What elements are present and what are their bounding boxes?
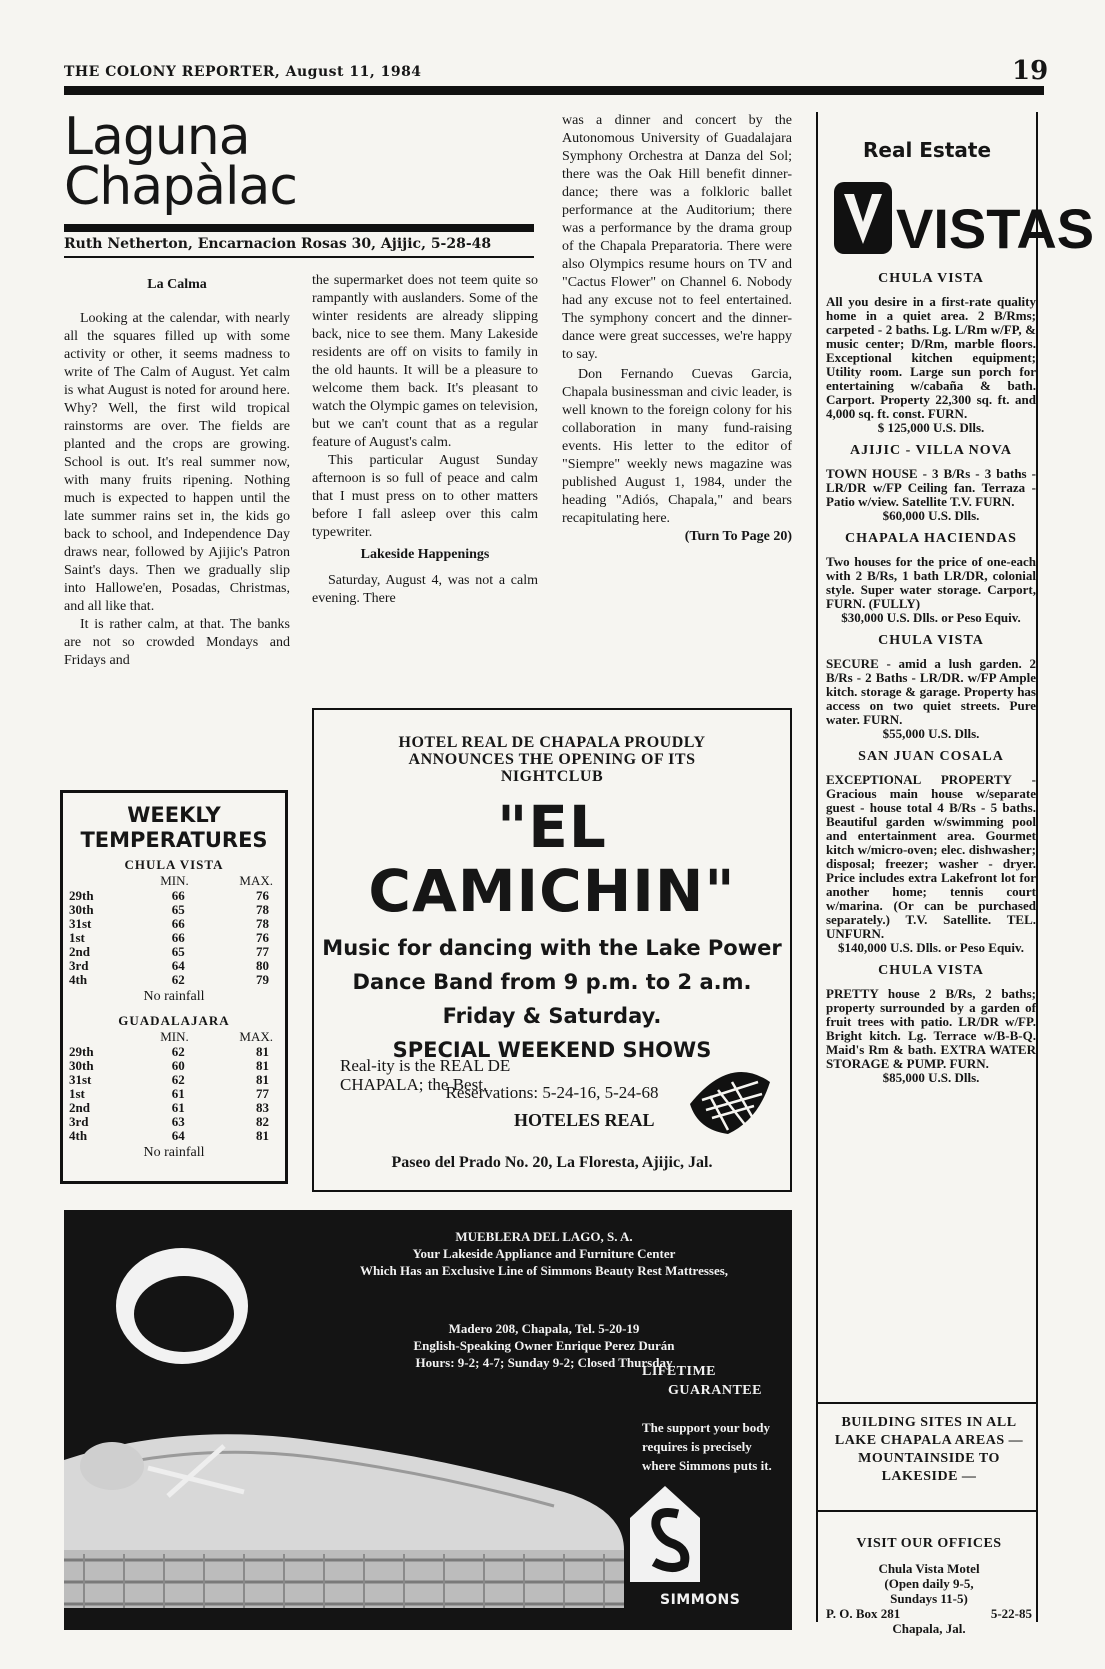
ad-owner: English-Speaking Owner Enrique Perez Durán — [413, 1338, 675, 1353]
listing-price: $55,000 U.S. Dlls. — [882, 726, 980, 741]
article-paragraph: Don Fernando Cuevas Garcia, Chapala businessman and civic leader, is well known to the foreign colony for his collaboration in many fund-raising events. His letter to the editor of "Siempre" weekly news magazine was published August 1, 1984, under the heading "Adiós, Chapala," and bears recapitulating here. — [562, 367, 792, 526]
table-row: 30th 60 81 — [69, 1058, 269, 1073]
temps-table-guadalajara — [69, 1029, 279, 1143]
ad-slogan-line1: Real-ity is the REAL DE — [340, 1056, 511, 1075]
temps-table-chula — [69, 873, 279, 987]
office-line: Sundays 11-5) — [890, 1591, 968, 1606]
listing-location: CHULA VISTA — [878, 271, 984, 286]
office-info — [822, 1530, 1036, 1636]
ad-reservations: Reservations: 5-24-16, 5-24-68 — [445, 1083, 659, 1102]
table-row: 4th 62 79 — [69, 972, 269, 987]
min-header: MIN. — [160, 1029, 189, 1044]
table-row: 3rd 63 82 — [69, 1114, 269, 1129]
property-listings — [826, 272, 1036, 1085]
article-paragraph: Looking at the calendar, with nearly all the squares filled up with some activity or other, it seems madness to write of The Calm of August. Yet calm is what August is noted for around here. Why? Well, the first wild tropical rainstorms are over. The fields are planted and the crops are growing. School is out. It's real summer now, with many fruits ripening. Nothing much is expected to happen until the late summer rains set in, the kids go back to school, and Independence Day draws near, followed by Ajijic's Patron Saint's days. Then we gradually slip into Hallowe'en, Posadas, Christmas, and all like that. — [64, 311, 290, 614]
temps-title: WEEKLY TEMPERATURES — [80, 803, 268, 852]
listing-location: AJIJIC - VILLA NOVA — [849, 443, 1012, 458]
visit-offices-heading: VISIT OUR OFFICES — [856, 1536, 1002, 1551]
hotel-real-ad — [312, 708, 792, 1192]
listing-description: All you desire in a first-rate quality home in a quiet area. 2 B/Rms; carpeted - 2 baths. Lg. L/Rm w/FP, & music center; D/Rm, marble floors. Exceptional kitchen equipment; Utility room. Large sun porch for entertaining w/cabaña & bath. Carport. Property 22,300 sq. ft. and 4,000 sq. ft. const. FURN. — [826, 294, 1036, 421]
ad-announce-line1: HOTEL REAL DE CHAPALA PROUDLY — [398, 734, 706, 751]
office-phone: 5-22-85 — [990, 1606, 1032, 1621]
ad-days: Friday & Saturday. — [442, 1004, 662, 1028]
ad-announce-line3: NIGHTCLUB — [500, 768, 604, 785]
ad-brand: HOTELES REAL — [514, 1110, 655, 1130]
listing-description: EXCEPTIONAL PROPERTY - Gracious main house w/separate guest - house total 4 B/Rs - 5 baths. Beautiful garden w/swimming pool and entertainment area. Gourmet kitch w/micro-oven; elec. dishwasher; disposal; freezer; washer - dryer. Price includes extra Lakefront lot for another home; tennis court w/marina. (Or can be purchased separately.) T.V. Satellite. TEL. UNFURN. — [826, 772, 1036, 941]
ad-music-line2: Dance Band from 9 p.m. to 2 a.m. — [352, 970, 752, 994]
listing-description: Two houses for the price of one-each with 2 B/Rs, 1 bath LR/DR, colonial style. Super water storage. Carport, FURN. (FULLY) — [826, 554, 1036, 611]
listing-price: $85,000 U.S. Dlls. — [882, 1070, 980, 1085]
listing-price: $60,000 U.S. Dlls. — [882, 508, 980, 523]
vistas-brand-text: VISTAS — [896, 197, 1095, 260]
listing-location: CHAPALA HACIENDAS — [845, 531, 1017, 546]
ad-slogan — [340, 1056, 600, 1094]
table-row: 29th 66 76 — [69, 888, 269, 903]
office-po-box: P. O. Box 281 — [826, 1606, 901, 1621]
max-header: MAX. — [239, 873, 273, 888]
guarantee-line2: GUARANTEE — [668, 1383, 762, 1398]
byline-rule — [64, 256, 534, 258]
ad-store-name: MUEBLERA DEL LAGO, S. A. — [455, 1229, 633, 1244]
listing — [826, 444, 1036, 523]
article-paragraph: the supermarket does not teem quite so rampantly with auslanders. Some of the winter residents are already slipping back, nice to see them. Many Lakeside residents are off on visits to family in the old haunts. It will be a pleasure to welcome them back. It's pleasant to watch the Olympic games on television, but we can't count that as a regular feature of August's calm. — [312, 273, 538, 450]
temps-city-guadalajara: GUADALAJARA — [118, 1013, 230, 1028]
table-row: 1st 61 77 — [69, 1086, 269, 1101]
temps-city-chula: CHULA VISTA — [124, 857, 224, 872]
ad-address: Madero 208, Chapala, Tel. 5-20-19 — [448, 1321, 640, 1336]
listing — [826, 750, 1036, 955]
real-estate-column — [816, 112, 1095, 1636]
ad-hours: Hours: 9-2; 4-7; Sunday 9-2; Closed Thursday — [415, 1355, 673, 1370]
ad-address: Paseo del Prado No. 20, La Floresta, Ajijic, Jal. — [391, 1154, 713, 1171]
article-column-1 — [64, 272, 290, 670]
min-header: MIN. — [160, 873, 189, 888]
ad-tagline-2: Which Has an Exclusive Line of Simmons Beauty Rest Mattresses, — [359, 1263, 729, 1278]
article-paragraph: was a dinner and concert by the Autonomous University of Guadalajara Symphony Orchestra at Danza del Sol; there was the Oak Hill benefit dinner-dance; there was a folkloric ballet performance at the Auditorium; there was a performance by the drama group of the Chapala Preparatoria. There were also Olympics resume hours on TV and "Cactus Flower" on Channel 6. Nobody had any excuse not to feel entertained. The symphony concert and the dinner-dance were great successes, we're happy to say. — [562, 113, 792, 362]
column-masthead — [64, 107, 297, 217]
listing — [826, 634, 1036, 741]
listing-description: TOWN HOUSE - 3 B/Rs - 3 baths - LR/DR w/FP Ceiling fan. Terraza - Patio w/view. Satellite T.V. FURN. — [826, 466, 1036, 509]
listing — [826, 532, 1036, 625]
listing — [826, 272, 1036, 435]
byline: Ruth Netherton, Encarnacion Rosas 30, Ajijic, 5-28-48 — [64, 236, 492, 252]
weekly-temperatures-box — [60, 790, 288, 1184]
listing-location: SAN JUAN COSALA — [858, 749, 1004, 764]
article-column-2 — [312, 272, 538, 608]
divider — [818, 1402, 1036, 1404]
vistas-logo — [832, 178, 1095, 260]
ad-header — [304, 1228, 784, 1279]
rain-note-guadalajara: No rainfall — [143, 1145, 205, 1160]
building-sites-note: BUILDING SITES IN ALL LAKE CHAPALA AREAS — MOUNTAINSIDE TO LAKESIDE — — [834, 1415, 1024, 1484]
ad-body-copy: The support your body requires is precisely where Simmons puts it. — [642, 1420, 772, 1473]
guarantee-line1: LIFETIME — [642, 1364, 717, 1379]
table-row: 3rd 64 80 — [69, 958, 269, 973]
continued-note: (Turn To Page 20) — [684, 529, 792, 544]
listing-description: PRETTY house 2 B/Rs, 2 baths; property surrounded by a garden of fruit trees with patio. LR/DR w/FP. Bright kitch. Lg. Terrace w/B-B-Q. Maid's Rm & bath. EXTRA WATER STORAGE & PUMP. FURN. — [826, 986, 1036, 1071]
listing-price: $140,000 U.S. Dlls. or Peso Equiv. — [837, 940, 1025, 955]
section-heading-lakeside-happenings: Lakeside Happenings — [360, 547, 490, 562]
office-line: Chapala, Jal. — [892, 1621, 966, 1636]
hoteles-real-logo-icon — [688, 1060, 772, 1136]
ad-announce-line2: ANNOUNCES THE OPENING OF ITS — [408, 751, 696, 768]
office-line: (Open daily 9-5, — [884, 1576, 974, 1591]
nightclub-name: "EL CAMICHIN" — [368, 793, 736, 925]
article-column-3 — [562, 112, 792, 546]
masthead-line1: Laguna — [64, 107, 250, 167]
table-row: 4th 64 81 — [69, 1128, 269, 1143]
max-header: MAX. — [239, 1029, 273, 1044]
table-row: 29th 62 81 — [69, 1044, 269, 1059]
listing-description: SECURE - amid a lush garden. 2 B/Rs - 2 Baths - LR/DR. w/FP Ample kitch. storage & garage. Property has access on two quiet streets. Pure water. FURN. — [826, 656, 1036, 727]
rain-note-chula: No rainfall — [143, 989, 205, 1004]
section-heading-la-calma: La Calma — [147, 277, 207, 292]
listing — [826, 964, 1036, 1085]
listing-price: $ 125,000 U.S. Dlls. — [877, 420, 985, 435]
page-number: 19 — [1012, 56, 1049, 86]
table-row: 1st 66 76 — [69, 930, 269, 945]
newspaper-header: THE COLONY REPORTER, August 11, 1984 — [64, 64, 422, 80]
header-rule — [64, 86, 1044, 95]
mueblera-del-lago-ad — [64, 1210, 792, 1630]
table-row: 31st 66 78 — [69, 916, 269, 931]
office-line: Chula Vista Motel — [878, 1561, 980, 1576]
table-row: 2nd 65 77 — [69, 944, 269, 959]
table-row: 31st 62 81 — [69, 1072, 269, 1087]
simmons-logo-text: SIMMONS — [660, 1592, 741, 1608]
article-paragraph: Saturday, August 4, was not a calm evening. There — [312, 573, 538, 606]
article-paragraph: It is rather calm, at that. The banks are not so crowded Mondays and Fridays and — [64, 617, 290, 668]
listing-location: CHULA VISTA — [878, 633, 984, 648]
article-paragraph: This particular August Sunday afternoon is so full of peace and calm that I must press on to other matters before I fall asleep over this calm typewriter. — [312, 453, 538, 540]
divider — [818, 1510, 1036, 1512]
office-box-row — [822, 1606, 1036, 1621]
listing-price: $30,000 U.S. Dlls. or Peso Equiv. — [841, 610, 1021, 625]
ad-tagline-1: Your Lakeside Appliance and Furniture Center — [412, 1246, 676, 1261]
ad-guarantee — [642, 1362, 762, 1400]
table-row: 30th 65 78 — [69, 902, 269, 917]
table-row: 2nd 61 83 — [69, 1100, 269, 1115]
masthead-line2: Chapàlac — [64, 157, 297, 217]
ad-music-line1: Music for dancing with the Lake Power — [322, 936, 782, 960]
masthead-rule — [64, 224, 534, 232]
ad-slogan-line2: CHAPALA; the Best. — [340, 1075, 488, 1094]
real-estate-title: Real Estate — [862, 138, 992, 162]
listing-location: CHULA VISTA — [878, 963, 984, 978]
ad-special: SPECIAL WEEKEND SHOWS — [392, 1038, 712, 1062]
